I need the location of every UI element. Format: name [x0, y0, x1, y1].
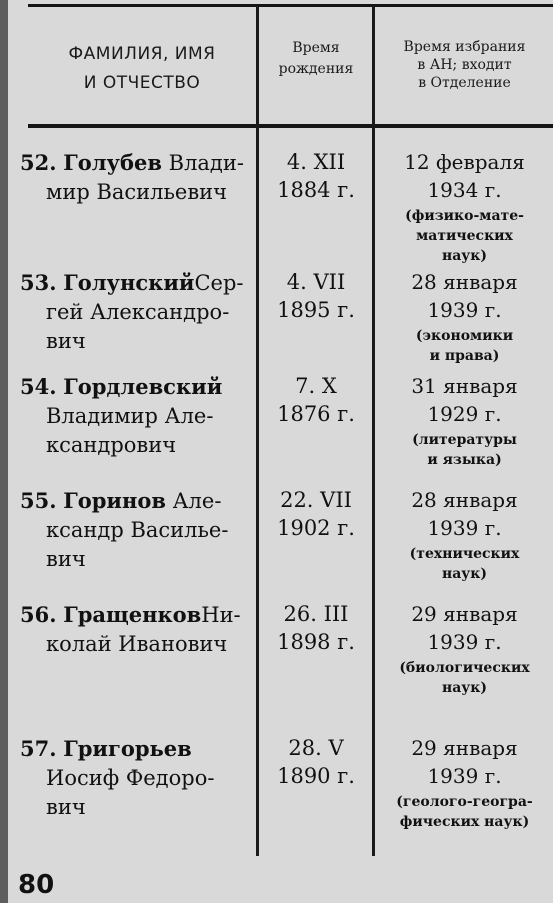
- page-number: 80: [18, 870, 55, 900]
- header-election-column: [376, 38, 553, 92]
- member-name: 57. Григорьев Иосиф Федоро- вич: [20, 736, 215, 819]
- header-text: И ОТЧЕСТВО: [83, 73, 201, 93]
- member-name: 53. ГолунскийСер- гей Александро- вич: [20, 270, 244, 353]
- column-divider-2: [372, 6, 375, 856]
- birth-date: 28. V 1890 г.: [277, 736, 355, 788]
- election-info: 28 января 1939 г. (экономики и права): [411, 270, 518, 364]
- header-text: рождения: [278, 61, 354, 77]
- header-text: Время: [292, 40, 340, 56]
- election-info: 12 февраля 1934 г. (физико-мате- матических наук): [404, 150, 525, 264]
- election-info: 29 января 1939 г. (геолого-геогра- фических наук): [396, 736, 533, 830]
- header-text: Время избрания: [403, 39, 526, 55]
- book-page: [8, 0, 553, 903]
- election-info: 28 января 1939 г. (технических наук): [409, 488, 520, 582]
- header-text: в Отделение: [418, 75, 511, 91]
- header-text: ФАМИЛИЯ, ИМЯ: [68, 44, 216, 64]
- header-text: в АН; входит: [417, 57, 512, 73]
- top-rule: [28, 4, 553, 7]
- header-name-column: [28, 40, 256, 98]
- birth-date: 4. VII 1895 г.: [277, 270, 355, 322]
- member-name: 55. Горинов Але- ксандр Василье- вич: [20, 488, 229, 571]
- birth-date: 22. VII 1902 г.: [277, 488, 355, 540]
- birth-date: 4. XII 1884 г.: [277, 150, 355, 202]
- header-rule: [28, 124, 553, 128]
- election-info: 29 января 1939 г. (биологических наук): [399, 602, 530, 696]
- election-info: 31 января 1929 г. (литературы и языка): [411, 374, 518, 468]
- birth-date: 26. III 1898 г.: [277, 602, 355, 654]
- birth-date: 7. X 1876 г.: [277, 374, 355, 426]
- member-name: 56. ГращенковНи- колай Иванович: [20, 602, 241, 656]
- header-birth-column: [260, 38, 372, 80]
- column-divider-1: [256, 6, 259, 856]
- member-name: 54. Гордлевский Владимир Але- ксандрович: [20, 374, 223, 457]
- member-name: 52. Голубев Влади- мир Васильевич: [20, 150, 244, 204]
